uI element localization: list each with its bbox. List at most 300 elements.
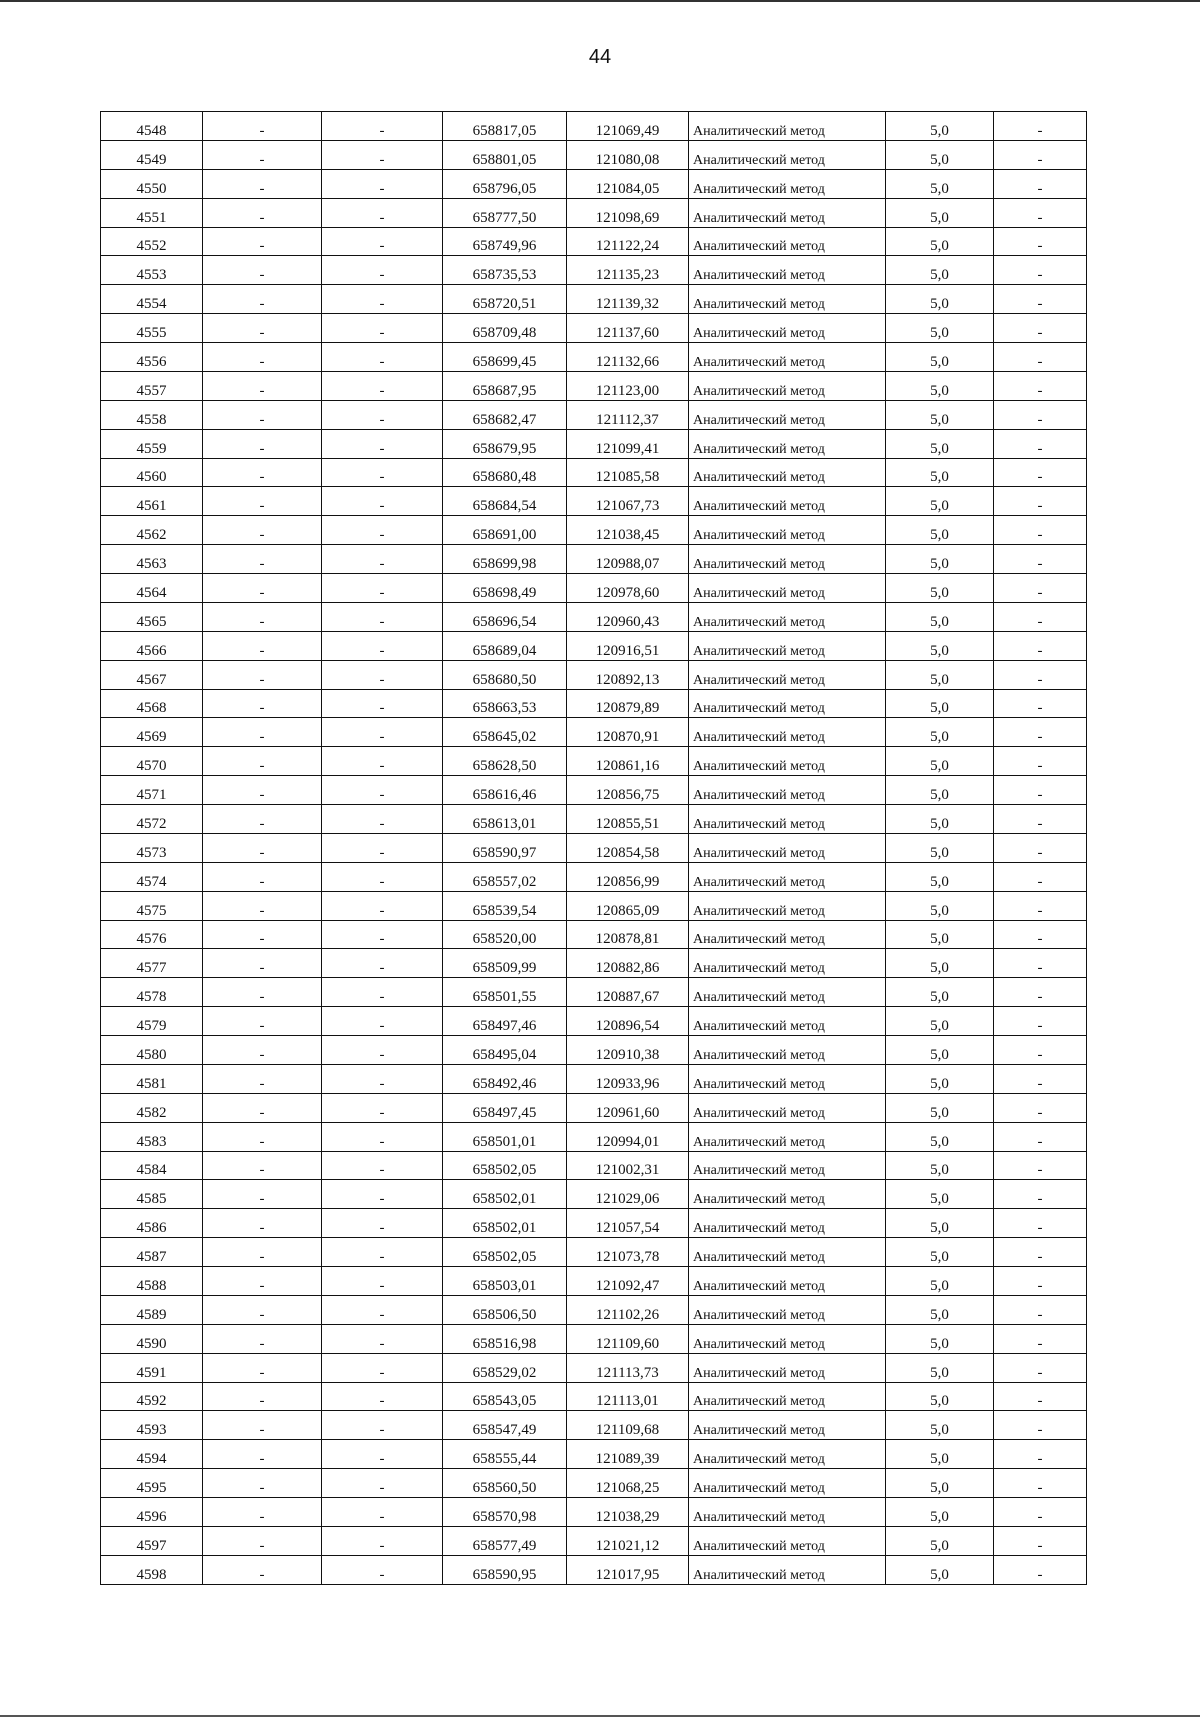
table-row: [101, 371, 1087, 400]
method-cell: Аналитический метод: [689, 574, 886, 603]
y-coordinate-cell: 121132,66: [567, 343, 689, 372]
y-coordinate-cell: 120961,60: [567, 1093, 689, 1122]
method-cell: Аналитический метод: [689, 1151, 886, 1180]
table-row: [101, 545, 1087, 574]
y-coordinate-cell: 120896,54: [567, 1007, 689, 1036]
method-cell: Аналитический метод: [689, 227, 886, 256]
dash-cell-last: -: [994, 1209, 1087, 1238]
accuracy-cell: 5,0: [886, 718, 994, 747]
method-cell: Аналитический метод: [689, 718, 886, 747]
dash-cell-last: -: [994, 227, 1087, 256]
y-coordinate-cell: 121113,01: [567, 1382, 689, 1411]
point-number-cell: 4582: [101, 1093, 203, 1122]
table-row: [101, 1440, 1087, 1469]
dash-cell-a: -: [203, 1238, 322, 1267]
x-coordinate-cell: 658682,47: [443, 400, 567, 429]
table-row: [101, 1555, 1087, 1584]
accuracy-cell: 5,0: [886, 1267, 994, 1296]
point-number-cell: 4549: [101, 140, 203, 169]
dash-cell-b: -: [322, 545, 443, 574]
accuracy-cell: 5,0: [886, 400, 994, 429]
y-coordinate-cell: 121038,45: [567, 516, 689, 545]
dash-cell-last: -: [994, 862, 1087, 891]
scan-top-edge: [0, 0, 1200, 2]
x-coordinate-cell: 658502,05: [443, 1238, 567, 1267]
table-row: [101, 833, 1087, 862]
table-row: [101, 949, 1087, 978]
accuracy-cell: 5,0: [886, 776, 994, 805]
dash-cell-last: -: [994, 747, 1087, 776]
table-row: [101, 1267, 1087, 1296]
accuracy-cell: 5,0: [886, 1324, 994, 1353]
x-coordinate-cell: 658687,95: [443, 371, 567, 400]
point-number-cell: 4558: [101, 400, 203, 429]
accuracy-cell: 5,0: [886, 545, 994, 574]
dash-cell-b: -: [322, 689, 443, 718]
method-cell: Аналитический метод: [689, 1122, 886, 1151]
dash-cell-last: -: [994, 256, 1087, 285]
dash-cell-last: -: [994, 1267, 1087, 1296]
point-number-cell: 4587: [101, 1238, 203, 1267]
dash-cell-a: -: [203, 1036, 322, 1065]
accuracy-cell: 5,0: [886, 660, 994, 689]
dash-cell-last: -: [994, 1064, 1087, 1093]
method-cell: Аналитический метод: [689, 1382, 886, 1411]
dash-cell-a: -: [203, 949, 322, 978]
table-row: [101, 602, 1087, 631]
x-coordinate-cell: 658699,45: [443, 343, 567, 372]
x-coordinate-cell: 658502,01: [443, 1209, 567, 1238]
dash-cell-a: -: [203, 112, 322, 141]
table-row: [101, 227, 1087, 256]
dash-cell-a: -: [203, 1093, 322, 1122]
x-coordinate-cell: 658817,05: [443, 112, 567, 141]
point-number-cell: 4568: [101, 689, 203, 718]
method-cell: Аналитический метод: [689, 314, 886, 343]
y-coordinate-cell: 121085,58: [567, 458, 689, 487]
table-row: [101, 458, 1087, 487]
table-row: [101, 689, 1087, 718]
accuracy-cell: 5,0: [886, 1007, 994, 1036]
table-row: [101, 574, 1087, 603]
point-number-cell: 4593: [101, 1411, 203, 1440]
dash-cell-b: -: [322, 1411, 443, 1440]
method-cell: Аналитический метод: [689, 1295, 886, 1324]
y-coordinate-cell: 120892,13: [567, 660, 689, 689]
y-coordinate-cell: 120861,16: [567, 747, 689, 776]
dash-cell-a: -: [203, 1324, 322, 1353]
accuracy-cell: 5,0: [886, 1440, 994, 1469]
x-coordinate-cell: 658796,05: [443, 169, 567, 198]
accuracy-cell: 5,0: [886, 1526, 994, 1555]
method-cell: Аналитический метод: [689, 112, 886, 141]
dash-cell-a: -: [203, 660, 322, 689]
scan-bottom-edge: [0, 1715, 1200, 1717]
method-cell: Аналитический метод: [689, 343, 886, 372]
accuracy-cell: 5,0: [886, 1209, 994, 1238]
dash-cell-last: -: [994, 1411, 1087, 1440]
point-number-cell: 4561: [101, 487, 203, 516]
dash-cell-a: -: [203, 891, 322, 920]
table-row: [101, 1209, 1087, 1238]
dash-cell-b: -: [322, 458, 443, 487]
y-coordinate-cell: 121098,69: [567, 198, 689, 227]
point-number-cell: 4567: [101, 660, 203, 689]
point-number-cell: 4589: [101, 1295, 203, 1324]
y-coordinate-cell: 121069,49: [567, 112, 689, 141]
dash-cell-b: -: [322, 978, 443, 1007]
y-coordinate-cell: 120933,96: [567, 1064, 689, 1093]
y-coordinate-cell: 120878,81: [567, 920, 689, 949]
method-cell: Аналитический метод: [689, 776, 886, 805]
x-coordinate-cell: 658696,54: [443, 602, 567, 631]
point-number-cell: 4569: [101, 718, 203, 747]
y-coordinate-cell: 121122,24: [567, 227, 689, 256]
dash-cell-last: -: [994, 1093, 1087, 1122]
point-number-cell: 4560: [101, 458, 203, 487]
method-cell: Аналитический метод: [689, 256, 886, 285]
y-coordinate-cell: 120988,07: [567, 545, 689, 574]
table-row: [101, 776, 1087, 805]
dash-cell-a: -: [203, 689, 322, 718]
dash-cell-b: -: [322, 1151, 443, 1180]
dash-cell-b: -: [322, 1036, 443, 1065]
dash-cell-a: -: [203, 1180, 322, 1209]
method-cell: Аналитический метод: [689, 1526, 886, 1555]
dash-cell-a: -: [203, 140, 322, 169]
point-number-cell: 4562: [101, 516, 203, 545]
dash-cell-a: -: [203, 545, 322, 574]
x-coordinate-cell: 658613,01: [443, 805, 567, 834]
accuracy-cell: 5,0: [886, 1151, 994, 1180]
accuracy-cell: 5,0: [886, 487, 994, 516]
method-cell: Аналитический метод: [689, 400, 886, 429]
method-cell: Аналитический метод: [689, 1440, 886, 1469]
dash-cell-b: -: [322, 602, 443, 631]
y-coordinate-cell: 120916,51: [567, 631, 689, 660]
method-cell: Аналитический метод: [689, 1498, 886, 1527]
method-cell: Аналитический метод: [689, 891, 886, 920]
method-cell: Аналитический метод: [689, 458, 886, 487]
accuracy-cell: 5,0: [886, 1180, 994, 1209]
x-coordinate-cell: 658516,98: [443, 1324, 567, 1353]
dash-cell-b: -: [322, 1064, 443, 1093]
accuracy-cell: 5,0: [886, 949, 994, 978]
method-cell: Аналитический метод: [689, 1238, 886, 1267]
accuracy-cell: 5,0: [886, 198, 994, 227]
dash-cell-b: -: [322, 371, 443, 400]
dash-cell-b: -: [322, 949, 443, 978]
point-number-cell: 4595: [101, 1469, 203, 1498]
dash-cell-a: -: [203, 256, 322, 285]
x-coordinate-cell: 658616,46: [443, 776, 567, 805]
dash-cell-b: -: [322, 1555, 443, 1584]
point-number-cell: 4564: [101, 574, 203, 603]
dash-cell-a: -: [203, 718, 322, 747]
dash-cell-last: -: [994, 1498, 1087, 1527]
method-cell: Аналитический метод: [689, 169, 886, 198]
dash-cell-b: -: [322, 1324, 443, 1353]
accuracy-cell: 5,0: [886, 112, 994, 141]
dash-cell-last: -: [994, 891, 1087, 920]
table-row: [101, 1382, 1087, 1411]
y-coordinate-cell: 121067,73: [567, 487, 689, 516]
accuracy-cell: 5,0: [886, 458, 994, 487]
dash-cell-b: -: [322, 1093, 443, 1122]
x-coordinate-cell: 658680,48: [443, 458, 567, 487]
dash-cell-a: -: [203, 1007, 322, 1036]
method-cell: Аналитический метод: [689, 805, 886, 834]
dash-cell-b: -: [322, 429, 443, 458]
dash-cell-b: -: [322, 1007, 443, 1036]
accuracy-cell: 5,0: [886, 805, 994, 834]
dash-cell-last: -: [994, 1382, 1087, 1411]
y-coordinate-cell: 120960,43: [567, 602, 689, 631]
dash-cell-a: -: [203, 1526, 322, 1555]
dash-cell-a: -: [203, 776, 322, 805]
accuracy-cell: 5,0: [886, 1295, 994, 1324]
x-coordinate-cell: 658520,00: [443, 920, 567, 949]
coordinates-table: [100, 111, 1087, 1585]
x-coordinate-cell: 658684,54: [443, 487, 567, 516]
method-cell: Аналитический метод: [689, 631, 886, 660]
dash-cell-b: -: [322, 1382, 443, 1411]
x-coordinate-cell: 658502,05: [443, 1151, 567, 1180]
method-cell: Аналитический метод: [689, 1180, 886, 1209]
method-cell: Аналитический метод: [689, 1036, 886, 1065]
table-row: [101, 631, 1087, 660]
table-row: [101, 1036, 1087, 1065]
method-cell: Аналитический метод: [689, 660, 886, 689]
table-row: [101, 747, 1087, 776]
table-row: [101, 1007, 1087, 1036]
point-number-cell: 4597: [101, 1526, 203, 1555]
dash-cell-a: -: [203, 1122, 322, 1151]
y-coordinate-cell: 121002,31: [567, 1151, 689, 1180]
dash-cell-last: -: [994, 198, 1087, 227]
accuracy-cell: 5,0: [886, 285, 994, 314]
dash-cell-last: -: [994, 1036, 1087, 1065]
x-coordinate-cell: 658720,51: [443, 285, 567, 314]
table-row: [101, 285, 1087, 314]
dash-cell-last: -: [994, 920, 1087, 949]
dash-cell-b: -: [322, 140, 443, 169]
accuracy-cell: 5,0: [886, 631, 994, 660]
y-coordinate-cell: 121084,05: [567, 169, 689, 198]
dash-cell-a: -: [203, 198, 322, 227]
x-coordinate-cell: 658492,46: [443, 1064, 567, 1093]
dash-cell-a: -: [203, 1209, 322, 1238]
dash-cell-b: -: [322, 256, 443, 285]
point-number-cell: 4550: [101, 169, 203, 198]
y-coordinate-cell: 121123,00: [567, 371, 689, 400]
table-row: [101, 343, 1087, 372]
accuracy-cell: 5,0: [886, 1382, 994, 1411]
y-coordinate-cell: 120870,91: [567, 718, 689, 747]
dash-cell-last: -: [994, 112, 1087, 141]
point-number-cell: 4583: [101, 1122, 203, 1151]
method-cell: Аналитический метод: [689, 285, 886, 314]
dash-cell-b: -: [322, 516, 443, 545]
dash-cell-last: -: [994, 314, 1087, 343]
dash-cell-a: -: [203, 805, 322, 834]
method-cell: Аналитический метод: [689, 487, 886, 516]
table-row: [101, 805, 1087, 834]
dash-cell-last: -: [994, 343, 1087, 372]
dash-cell-b: -: [322, 776, 443, 805]
y-coordinate-cell: 120978,60: [567, 574, 689, 603]
point-number-cell: 4586: [101, 1209, 203, 1238]
method-cell: Аналитический метод: [689, 862, 886, 891]
y-coordinate-cell: 121068,25: [567, 1469, 689, 1498]
method-cell: Аналитический метод: [689, 1353, 886, 1382]
y-coordinate-cell: 120856,75: [567, 776, 689, 805]
dash-cell-b: -: [322, 1440, 443, 1469]
dash-cell-b: -: [322, 487, 443, 516]
table-row: [101, 1469, 1087, 1498]
table-row: [101, 487, 1087, 516]
dash-cell-b: -: [322, 891, 443, 920]
table-row: [101, 429, 1087, 458]
y-coordinate-cell: 121109,60: [567, 1324, 689, 1353]
dash-cell-a: -: [203, 314, 322, 343]
point-number-cell: 4584: [101, 1151, 203, 1180]
method-cell: Аналитический метод: [689, 1267, 886, 1296]
point-number-cell: 4554: [101, 285, 203, 314]
accuracy-cell: 5,0: [886, 1498, 994, 1527]
accuracy-cell: 5,0: [886, 140, 994, 169]
y-coordinate-cell: 120879,89: [567, 689, 689, 718]
dash-cell-b: -: [322, 1238, 443, 1267]
x-coordinate-cell: 658509,99: [443, 949, 567, 978]
x-coordinate-cell: 658698,49: [443, 574, 567, 603]
method-cell: Аналитический метод: [689, 747, 886, 776]
dash-cell-a: -: [203, 371, 322, 400]
table-row: [101, 1324, 1087, 1353]
accuracy-cell: 5,0: [886, 1411, 994, 1440]
table-row: [101, 314, 1087, 343]
y-coordinate-cell: 121109,68: [567, 1411, 689, 1440]
table-row: [101, 1093, 1087, 1122]
method-cell: Аналитический метод: [689, 371, 886, 400]
table-row: [101, 256, 1087, 285]
dash-cell-b: -: [322, 285, 443, 314]
dash-cell-b: -: [322, 862, 443, 891]
dash-cell-a: -: [203, 1382, 322, 1411]
point-number-cell: 4548: [101, 112, 203, 141]
y-coordinate-cell: 120910,38: [567, 1036, 689, 1065]
point-number-cell: 4559: [101, 429, 203, 458]
method-cell: Аналитический метод: [689, 140, 886, 169]
point-number-cell: 4578: [101, 978, 203, 1007]
y-coordinate-cell: 121092,47: [567, 1267, 689, 1296]
dash-cell-last: -: [994, 631, 1087, 660]
x-coordinate-cell: 658557,02: [443, 862, 567, 891]
point-number-cell: 4553: [101, 256, 203, 285]
page-number: 44: [588, 46, 612, 68]
point-number-cell: 4573: [101, 833, 203, 862]
dash-cell-last: -: [994, 1324, 1087, 1353]
dash-cell-a: -: [203, 1295, 322, 1324]
table-row: [101, 400, 1087, 429]
dash-cell-last: -: [994, 400, 1087, 429]
method-cell: Аналитический метод: [689, 833, 886, 862]
dash-cell-b: -: [322, 343, 443, 372]
y-coordinate-cell: 121029,06: [567, 1180, 689, 1209]
x-coordinate-cell: 658680,50: [443, 660, 567, 689]
x-coordinate-cell: 658570,98: [443, 1498, 567, 1527]
point-number-cell: 4551: [101, 198, 203, 227]
x-coordinate-cell: 658497,46: [443, 1007, 567, 1036]
point-number-cell: 4557: [101, 371, 203, 400]
table-row: [101, 1295, 1087, 1324]
dash-cell-last: -: [994, 1295, 1087, 1324]
accuracy-cell: 5,0: [886, 1469, 994, 1498]
method-cell: Аналитический метод: [689, 1093, 886, 1122]
dash-cell-last: -: [994, 285, 1087, 314]
dash-cell-b: -: [322, 920, 443, 949]
dash-cell-a: -: [203, 747, 322, 776]
point-number-cell: 4591: [101, 1353, 203, 1382]
accuracy-cell: 5,0: [886, 1093, 994, 1122]
point-number-cell: 4571: [101, 776, 203, 805]
accuracy-cell: 5,0: [886, 689, 994, 718]
y-coordinate-cell: 121102,26: [567, 1295, 689, 1324]
dash-cell-b: -: [322, 574, 443, 603]
table-row: [101, 920, 1087, 949]
method-cell: Аналитический метод: [689, 1064, 886, 1093]
y-coordinate-cell: 121113,73: [567, 1353, 689, 1382]
accuracy-cell: 5,0: [886, 574, 994, 603]
y-coordinate-cell: 121112,37: [567, 400, 689, 429]
accuracy-cell: 5,0: [886, 891, 994, 920]
table-row: [101, 718, 1087, 747]
point-number-cell: 4570: [101, 747, 203, 776]
dash-cell-last: -: [994, 1440, 1087, 1469]
table-row: [101, 1411, 1087, 1440]
accuracy-cell: 5,0: [886, 1555, 994, 1584]
dash-cell-last: -: [994, 805, 1087, 834]
dash-cell-last: -: [994, 169, 1087, 198]
point-number-cell: 4565: [101, 602, 203, 631]
dash-cell-a: -: [203, 516, 322, 545]
method-cell: Аналитический метод: [689, 516, 886, 545]
point-number-cell: 4556: [101, 343, 203, 372]
dash-cell-last: -: [994, 1469, 1087, 1498]
table-row: [101, 1180, 1087, 1209]
y-coordinate-cell: 121021,12: [567, 1526, 689, 1555]
method-cell: Аналитический метод: [689, 978, 886, 1007]
dash-cell-b: -: [322, 833, 443, 862]
x-coordinate-cell: 658501,55: [443, 978, 567, 1007]
accuracy-cell: 5,0: [886, 1122, 994, 1151]
method-cell: Аналитический метод: [689, 602, 886, 631]
dash-cell-a: -: [203, 487, 322, 516]
accuracy-cell: 5,0: [886, 343, 994, 372]
dash-cell-b: -: [322, 314, 443, 343]
dash-cell-b: -: [322, 1469, 443, 1498]
dash-cell-b: -: [322, 660, 443, 689]
y-coordinate-cell: 120854,58: [567, 833, 689, 862]
accuracy-cell: 5,0: [886, 169, 994, 198]
dash-cell-last: -: [994, 1007, 1087, 1036]
method-cell: Аналитический метод: [689, 429, 886, 458]
dash-cell-b: -: [322, 198, 443, 227]
y-coordinate-cell: 121135,23: [567, 256, 689, 285]
x-coordinate-cell: 658501,01: [443, 1122, 567, 1151]
point-number-cell: 4563: [101, 545, 203, 574]
dash-cell-a: -: [203, 1469, 322, 1498]
